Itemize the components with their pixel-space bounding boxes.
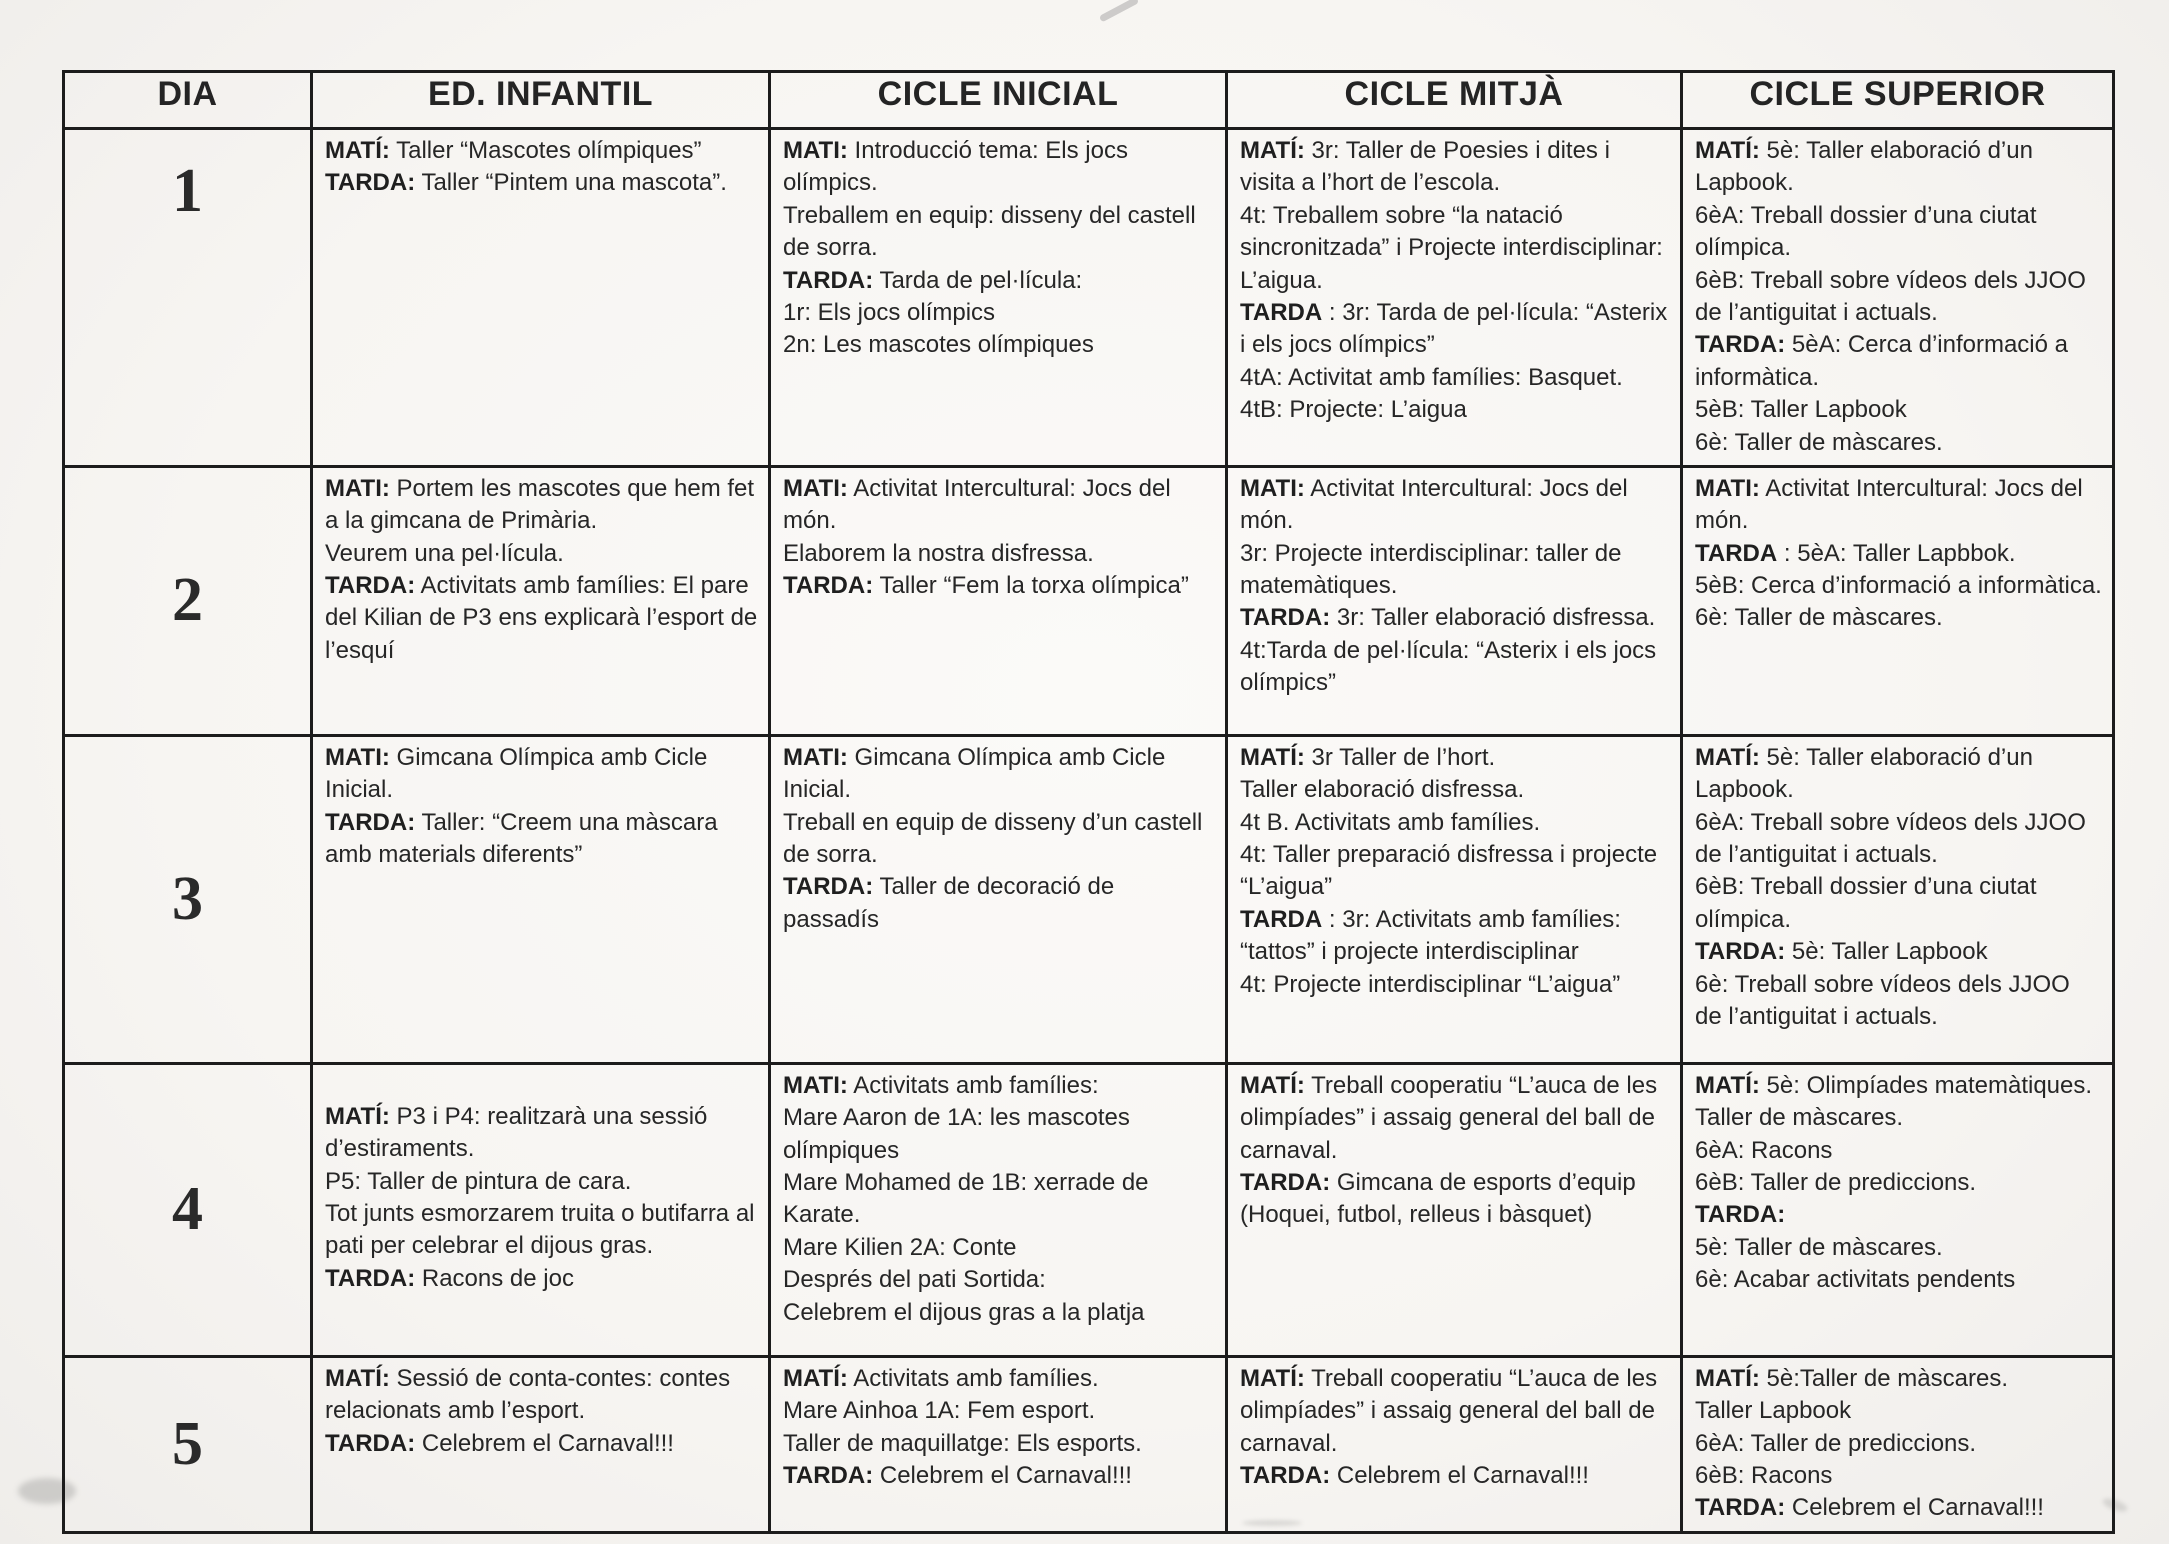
schedule-item: 6è: Treball sobre vídeos dels JJOO de l’antiguitat i actuals.: [1695, 970, 2070, 1031]
schedule-item: 4t B. Activitats amb famílies.: [1240, 808, 1541, 836]
schedule-item: 2n: Les mascotes olímpiques: [783, 331, 1094, 359]
schedule-item: MATÍ: Treball cooperatiu “L’auca de les olimpíades” i assaig general del ball de carnaval.: [1240, 1071, 1658, 1164]
day-number-2: 2: [64, 466, 312, 735]
period-label: MATI:: [783, 137, 848, 164]
schedule-item: TARDA: Celebrem el Carnaval!!!: [1240, 1462, 1589, 1490]
cell-day4-cicle-inicial: [770, 1063, 1227, 1356]
period-label: TARDA:: [783, 572, 874, 600]
column-header-cicle-inicial: CICLE INICIAL: [770, 72, 1227, 129]
schedule-item: Mare Aaron de 1A: les mascotes olímpiques: [783, 1104, 1130, 1164]
schedule-row-day-2: [64, 466, 2114, 735]
day-number-1: 1: [64, 129, 312, 467]
cell-day3-ed-infantil: [312, 735, 770, 1063]
schedule-item: Mare Mohamed de 1B: xerrade de Karate.: [783, 1169, 1149, 1229]
cell-day2-ed-infantil: [312, 466, 770, 735]
schedule-item: MATI: Activitat Intercultural: Jocs del món.: [1695, 474, 2083, 535]
period-label: TARDA:: [1240, 1462, 1331, 1490]
schedule-item: 6èB: Taller de prediccions.: [1695, 1169, 1977, 1197]
schedule-item: 6èA: Treball sobre vídeos dels JJOO de l’antiguitat i actuals.: [1695, 808, 2086, 869]
schedule-item: MATÍ: 5è:Taller de màscares.: [1695, 1364, 2008, 1392]
period-label: TARDA:: [325, 808, 416, 836]
schedule-row-day-1: [64, 129, 2114, 467]
schedule-item: 4t:Tarda de pel·lícula: “Asterix i els jocs olímpics”: [1240, 636, 1657, 697]
schedule-item: 5èB: Cerca d’informació a informàtica.: [1695, 572, 2102, 600]
cell-day1-ed-infantil: [312, 129, 770, 467]
schedule-item: TARDA : 5èA: Taller Lapbbok.: [1695, 539, 2016, 567]
schedule-item: MATÍ: 5è: Olimpíades matemàtiques.: [1695, 1071, 2093, 1099]
schedule-item: [1695, 1199, 2102, 1231]
schedule-item: 6è: Acabar activitats pendents: [1695, 1266, 2016, 1294]
period-label: MATÍ:: [1695, 743, 1760, 771]
period-label: TARDA:: [1240, 604, 1331, 632]
schedule-item: MATI: Introducció tema: Els jocs olímpics.: [783, 137, 1128, 197]
schedule-item: MATÍ: Treball cooperatiu “L’auca de les olimpíades” i assaig general del ball de carnaval.: [1240, 1364, 1658, 1457]
schedule-item: MATI: Gimcana Olímpica amb Cicle Inicial.: [783, 743, 1166, 804]
schedule-item: TARDA: 5è: Taller Lapbook: [1695, 938, 1988, 966]
schedule-item: 6èB: Treball sobre vídeos dels JJOO de l’antiguitat i actuals.: [1695, 266, 2086, 326]
period-label: MATI:: [325, 743, 390, 771]
schedule-row-day-4: [64, 1063, 2114, 1356]
period-label: MATÍ:: [1695, 137, 1760, 164]
schedule-item: MATÍ: Activitats amb famílies.: [783, 1364, 1099, 1392]
schedule-item: MATÍ: 5è: Taller elaboració d’un Lapbook.: [1695, 743, 2033, 804]
column-header-ed-infantil: ED. INFANTIL: [312, 72, 770, 129]
schedule-item: TARDA: Activitats amb famílies: El pare del Kilian de P3 ens explicarà l’esport de l’esquí: [325, 572, 758, 664]
schedule-item: Veurem una pel·lícula.: [325, 539, 564, 567]
cell-day4-cicle-superior: [1682, 1063, 2114, 1356]
schedule-item: MATÍ: P3 i P4: realitzarà una sessió d’estiraments.: [325, 1102, 708, 1163]
schedule-item: Taller elaboració disfressa.: [1240, 776, 1525, 804]
schedule-item: TARDA: 5èA: Cerca d’informació a informàtica.: [1695, 331, 2068, 391]
period-label: TARDA: [1240, 298, 1323, 326]
day-number-4: 4: [64, 1063, 312, 1356]
schedule-item: MATÍ: 5è: Taller elaboració d’un Lapbook.: [1695, 137, 2033, 197]
period-label: TARDA:: [325, 1264, 416, 1292]
schedule-item: TARDA: Celebrem el Carnaval!!!: [783, 1462, 1132, 1490]
cell-day4-cicle-mitja: [1227, 1063, 1682, 1356]
schedule-row-day-3: [64, 735, 2114, 1063]
period-label: MATI:: [783, 474, 848, 502]
schedule-item: Celebrem el dijous gras a la platja: [783, 1298, 1145, 1326]
cell-day3-cicle-mitja: [1227, 735, 1682, 1063]
schedule-item: TARDA: Taller “Pintem una mascota”.: [325, 169, 727, 197]
schedule-item: 6èA: Taller de prediccions.: [1695, 1429, 1977, 1457]
schedule-item: Taller Lapbook: [1695, 1397, 1852, 1425]
cell-day1-cicle-mitja: [1227, 129, 1682, 467]
schedule-item: TARDA: Celebrem el Carnaval!!!: [1695, 1494, 2044, 1522]
day-number-5: 5: [64, 1356, 312, 1532]
schedule-item: MATÍ: 3r Taller de l’hort.: [1240, 743, 1496, 771]
period-label: MATÍ:: [1240, 1071, 1305, 1099]
column-header-cicle-mitja: CICLE MITJÀ: [1227, 72, 1682, 129]
column-header-dia: DIA: [64, 72, 312, 129]
schedule-item: TARDA : 3r: Tarda de pel·lícula: “Asterix i els jocs olímpics”: [1240, 298, 1668, 359]
schedule-item: Treball en equip de disseny d’un castell de sorra.: [783, 808, 1203, 869]
schedule-item: 6èA: Racons: [1695, 1136, 1833, 1164]
period-label: TARDA:: [783, 1462, 874, 1490]
cell-day2-cicle-superior: [1682, 466, 2114, 735]
schedule-item: TARDA: Celebrem el Carnaval!!!: [325, 1429, 674, 1457]
schedule-item: TARDA: 3r: Taller elaboració disfressa.: [1240, 604, 1656, 632]
schedule-item: MATÍ: Sessió de conta-contes: contes relacionats amb l’esport.: [325, 1364, 731, 1425]
schedule-item: TARDA: Taller de decoració de passadís: [783, 873, 1115, 933]
column-header-cicle-superior: CICLE SUPERIOR: [1682, 72, 2114, 129]
schedule-item: TARDA: Taller: “Creem una màscara amb materials diferents”: [325, 808, 718, 869]
schedule-item: 6èA: Treball dossier d’una ciutat olímpica.: [1695, 201, 2037, 262]
schedule-item: MATI: Activitats amb famílies:: [783, 1071, 1099, 1099]
period-label: MATÍ:: [783, 1364, 848, 1392]
period-label: MATÍ:: [1695, 1071, 1760, 1099]
schedule-item: Mare Ainhoa 1A: Fem esport.: [783, 1397, 1096, 1425]
schedule-item: Taller de màscares.: [1695, 1104, 1904, 1132]
cell-day5-cicle-mitja: [1227, 1356, 1682, 1532]
period-label: MATÍ:: [325, 1364, 390, 1392]
cell-day3-cicle-superior: [1682, 735, 2114, 1063]
schedule-item: MATI: Gimcana Olímpica amb Cicle Inicial.: [325, 743, 708, 804]
period-label: TARDA: [1240, 905, 1323, 933]
schedule-item: Taller de maquillatge: Els esports.: [783, 1429, 1142, 1457]
schedule-item: MATI: Portem les mascotes que hem fet a la gimcana de Primària.: [325, 474, 755, 535]
period-label: TARDA:: [783, 873, 874, 901]
period-label: MATÍ:: [325, 1102, 390, 1130]
period-label: MATI:: [325, 474, 390, 502]
schedule-item: 4t: Projecte interdisciplinar “L’aigua”: [1240, 970, 1621, 998]
scan-smudge: [1099, 0, 1139, 22]
period-label: MATÍ:: [1240, 743, 1305, 771]
day-number-3: 3: [64, 735, 312, 1063]
schedule-item: 6èB: Treball dossier d’una ciutat olímpica.: [1695, 873, 2037, 933]
header-row: [64, 72, 2114, 129]
period-label: MATÍ:: [1240, 137, 1305, 164]
schedule-item: 6è: Taller de màscares.: [1695, 604, 1943, 632]
period-label: MATÍ:: [1695, 1364, 1760, 1392]
period-label: TARDA:: [325, 572, 416, 600]
schedule-item: MATI: Activitat Intercultural: Jocs del món.: [1240, 474, 1628, 535]
schedule-item: TARDA: Tarda de pel·lícula:: [783, 266, 1083, 294]
period-label: MATI:: [1695, 474, 1760, 502]
cell-day2-cicle-inicial: [770, 466, 1227, 735]
cell-day1-cicle-inicial: [770, 129, 1227, 467]
schedule-item: Tot junts esmorzarem truita o butifarra al pati per celebrar el dijous gras.: [325, 1200, 755, 1260]
period-label: MATI:: [783, 743, 848, 771]
schedule-item: 4t: Treballem sobre “la natació sincronitzada” i Projecte interdisciplinar: L’aigua.: [1240, 201, 1663, 294]
schedule-item: P5: Taller de pintura de cara.: [325, 1167, 632, 1195]
schedule-item: MATÍ: 3r: Taller de Poesies i dites i visita a l’hort de l’escola.: [1240, 137, 1610, 197]
schedule-item: Mare Kilien 2A: Conte: [783, 1233, 1017, 1261]
schedule-item: Treballem en equip: disseny del castell de sorra.: [783, 201, 1196, 262]
cell-day5-cicle-superior: [1682, 1356, 2114, 1532]
schedule-item: 5èB: Taller Lapbook: [1695, 396, 1907, 424]
cell-day5-cicle-inicial: [770, 1356, 1227, 1532]
schedule-item: TARDA : 3r: Activitats amb famílies: “tattos” i projecte interdisciplinar: [1240, 905, 1621, 966]
schedule-item: MATI: Activitat Intercultural: Jocs del món.: [783, 474, 1171, 535]
cell-day3-cicle-inicial: [770, 735, 1227, 1063]
period-label: MATÍ:: [325, 137, 390, 164]
schedule-row-day-5: [64, 1356, 2114, 1532]
period-label: MATI:: [783, 1071, 848, 1099]
period-label: MATÍ:: [1240, 1364, 1305, 1392]
schedule-item: MATÍ: Taller “Mascotes olímpiques”: [325, 137, 702, 164]
schedule-item: 3r: Projecte interdisciplinar: taller de matemàtiques.: [1240, 539, 1622, 600]
cell-day2-cicle-mitja: [1227, 466, 1682, 735]
period-label: TARDA: [1695, 539, 1778, 567]
period-label: TARDA:: [1240, 1169, 1331, 1197]
schedule-item: TARDA: Racons de joc: [325, 1264, 574, 1292]
schedule-item: 4tA: Activitat amb famílies: Basquet.: [1240, 363, 1623, 391]
cell-day5-ed-infantil: [312, 1356, 770, 1532]
schedule-item: 5è: Taller de màscares.: [1695, 1233, 1943, 1261]
period-label: TARDA:: [1695, 1201, 1786, 1229]
schedule-item: Després del pati Sortida:: [783, 1266, 1046, 1294]
weekly-schedule-table: [62, 70, 2115, 1534]
cell-day4-ed-infantil: [312, 1063, 770, 1356]
schedule-item: 6èB: Racons: [1695, 1462, 1833, 1490]
period-label: TARDA:: [1695, 1494, 1786, 1522]
schedule-item: Elaborem la nostra disfressa.: [783, 539, 1094, 567]
period-label: TARDA:: [1695, 331, 1786, 359]
schedule-item: 4tB: Projecte: L’aigua: [1240, 396, 1467, 424]
schedule-item: 1r: Els jocs olímpics: [783, 298, 996, 326]
period-label: TARDA:: [325, 169, 416, 197]
period-label: MATI:: [1240, 474, 1305, 502]
period-label: TARDA:: [1695, 938, 1786, 966]
schedule-item: 6è: Taller de màscares.: [1695, 428, 1943, 456]
period-label: TARDA:: [325, 1429, 416, 1457]
schedule-item: 4t: Taller preparació disfressa i projecte “L’aigua”: [1240, 841, 1658, 901]
period-label: TARDA:: [783, 266, 874, 294]
schedule-item: TARDA: Gimcana de esports d’equip (Hoquei, futbol, relleus i bàsquet): [1240, 1169, 1636, 1229]
cell-day1-cicle-superior: [1682, 129, 2114, 467]
schedule-item: TARDA: Taller “Fem la torxa olímpica”: [783, 572, 1189, 600]
